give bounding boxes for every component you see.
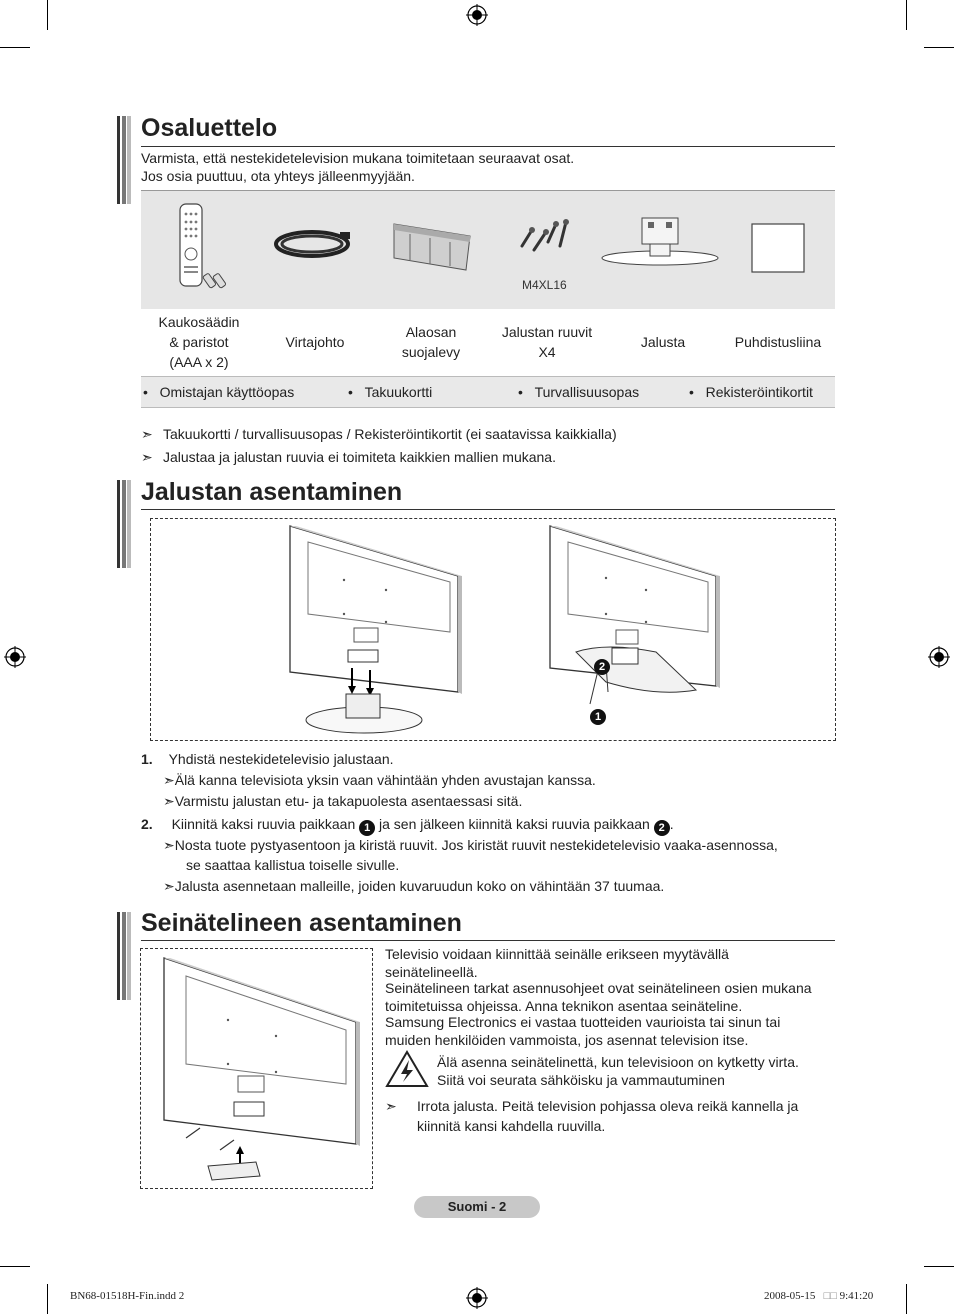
part-label-cord: Virtajohto [285, 334, 345, 350]
document-item: • Rekisteröintikortit [689, 384, 813, 400]
documents-row [141, 376, 835, 408]
crop-mark [0, 1266, 30, 1267]
crop-mark [47, 1284, 48, 1314]
tv-wall-illustration [150, 952, 364, 1182]
wall-paragraph: Samsung Electronics ei vastaa tuotteiden vaurioista tai sinun tai muiden henkilöiden vammoista, jos asennat television itse. [385, 1014, 781, 1048]
page-number-badge: Suomi - 2 [414, 1196, 540, 1218]
document-item: • Omistajan käyttöopas [143, 384, 295, 400]
crop-mark [924, 47, 954, 48]
section-rule [141, 509, 835, 510]
registration-mark-icon [466, 4, 488, 26]
marker-1-icon: 1 [359, 820, 375, 836]
section-rule [141, 940, 835, 941]
section-bar [117, 912, 131, 1000]
arrow-bullet-icon: ➣ [163, 793, 175, 809]
screws-icon [516, 216, 572, 256]
crop-mark [0, 47, 30, 48]
screw-code: M4XL16 [522, 278, 567, 292]
marker-2-icon: 2 [654, 820, 670, 836]
section-title-parts: Osaluettelo [141, 114, 278, 142]
wall-paragraph: Seinätelineen tarkat asennusohjeet ovat seinätelineen osien mukana toimitetuissa ohjeissa. Anna teknikon asentaa seinäteline. [385, 980, 812, 1014]
part-label-stand: Jalusta [640, 334, 686, 350]
power-cord-icon [270, 224, 354, 264]
arrow-bullet-icon: ➣ [141, 426, 153, 442]
step-note-cont: se saattaa kallistua toiselle sivulle. [186, 857, 400, 873]
wall-note: Irrota jalusta. Peitä television pohjassa oleva reikä kannella ja kiinnitä kansi kahdella ruuvilla. [417, 1098, 799, 1134]
document-item: • Turvallisuusopas [518, 384, 640, 400]
arrow-bullet-icon: ➣ [163, 878, 175, 894]
part-label-screws: Jalustan ruuvit X4 [501, 324, 593, 360]
arrow-bullet-icon: ➣ [163, 772, 175, 788]
step-1: 1. Yhdistä nestekidetelevisio jalustaan. [141, 751, 394, 767]
part-label-remote: Kaukosäädin & paristot (AAA x 2) [158, 314, 240, 370]
crop-mark [47, 0, 48, 30]
stand-icon [598, 214, 722, 268]
step-note: ➣Jalusta asennetaan malleille, joiden kuvaruudun koko on vähintään 37 tuumaa. [163, 878, 665, 894]
step-note: ➣Varmistu jalustan etu- ja takapuolesta asentaessasi sitä. [163, 793, 523, 809]
step-note: ➣Nosta tuote pystyasentoon ja kiristä ruuvit. Jos kiristät ruuvit nestekidetelevisio vaaka-asennossa, [163, 837, 778, 853]
part-label-cover: Alaosan suojalevy [401, 324, 461, 360]
arrow-bullet-icon: ➣ [163, 837, 175, 853]
parts-image-band [141, 191, 835, 309]
intro-line: Jos osia puuttuu, ota yhteys jälleenmyyjään. [141, 168, 415, 184]
part-label-cloth: Puhdistusliina [734, 334, 822, 350]
warning-text: Älä asenna seinätelinettä, kun televisioon on kytketty virta. Siitä voi seurata sähköisku ja vammautuminen [437, 1054, 799, 1088]
marker-2-icon: 2 [594, 655, 610, 675]
tv-screws-illustration [546, 522, 722, 722]
note-line: ➣ Takuukortti / turvallisuusopas / Rekisteröintikortit (ei saatavissa kaikkialla) [141, 426, 617, 442]
section-rule [141, 146, 835, 147]
document-item: • Takuukortti [348, 384, 433, 400]
footer-file: BN68-01518H-Fin.indd 2 [70, 1290, 185, 1302]
wall-paragraph: Televisio voidaan kiinnittää seinälle erikseen myytävällä seinätelineellä. [385, 946, 729, 980]
arrow-bullet-icon: ➣ [141, 449, 153, 465]
section-bar [117, 480, 131, 568]
crop-mark [906, 0, 907, 30]
step-note: ➣Älä kanna televisiota yksin vaan vähintään yhden avustajan kanssa. [163, 772, 596, 788]
tv-attach-stand-illustration [282, 522, 464, 736]
warning-electric-icon [385, 1050, 429, 1088]
registration-mark-icon [4, 646, 26, 668]
intro-line: Varmista, että nestekidetelevision mukana toimitetaan seuraavat osat. [141, 150, 575, 166]
footer-date: 2008-05-15 □□ 9:41:20 [764, 1290, 874, 1302]
note-line: ➣ Jalustaa ja jalustan ruuvia ei toimiteta kaikkien mallien mukana. [141, 449, 556, 465]
registration-mark-icon [928, 646, 950, 668]
cover-plate-icon [390, 220, 474, 274]
cleaning-cloth-icon [748, 222, 808, 274]
section-title-stand: Jalustan asentaminen [141, 478, 403, 506]
crop-mark [906, 1284, 907, 1314]
stand-illustration-box [150, 518, 836, 741]
crop-mark [924, 1266, 954, 1267]
registration-mark-icon [466, 1287, 488, 1309]
marker-1-icon: 1 [590, 705, 606, 725]
section-bar [117, 116, 131, 204]
arrow-bullet-icon: ➣ [385, 1098, 397, 1114]
step-2: 2. Kiinnitä kaksi ruuvia paikkaan 1 ja sen jälkeen kiinnitä kaksi ruuvia paikkaan 2 . [141, 816, 674, 834]
section-title-wall: Seinätelineen asentaminen [141, 909, 462, 937]
remote-control-icon [176, 202, 232, 292]
